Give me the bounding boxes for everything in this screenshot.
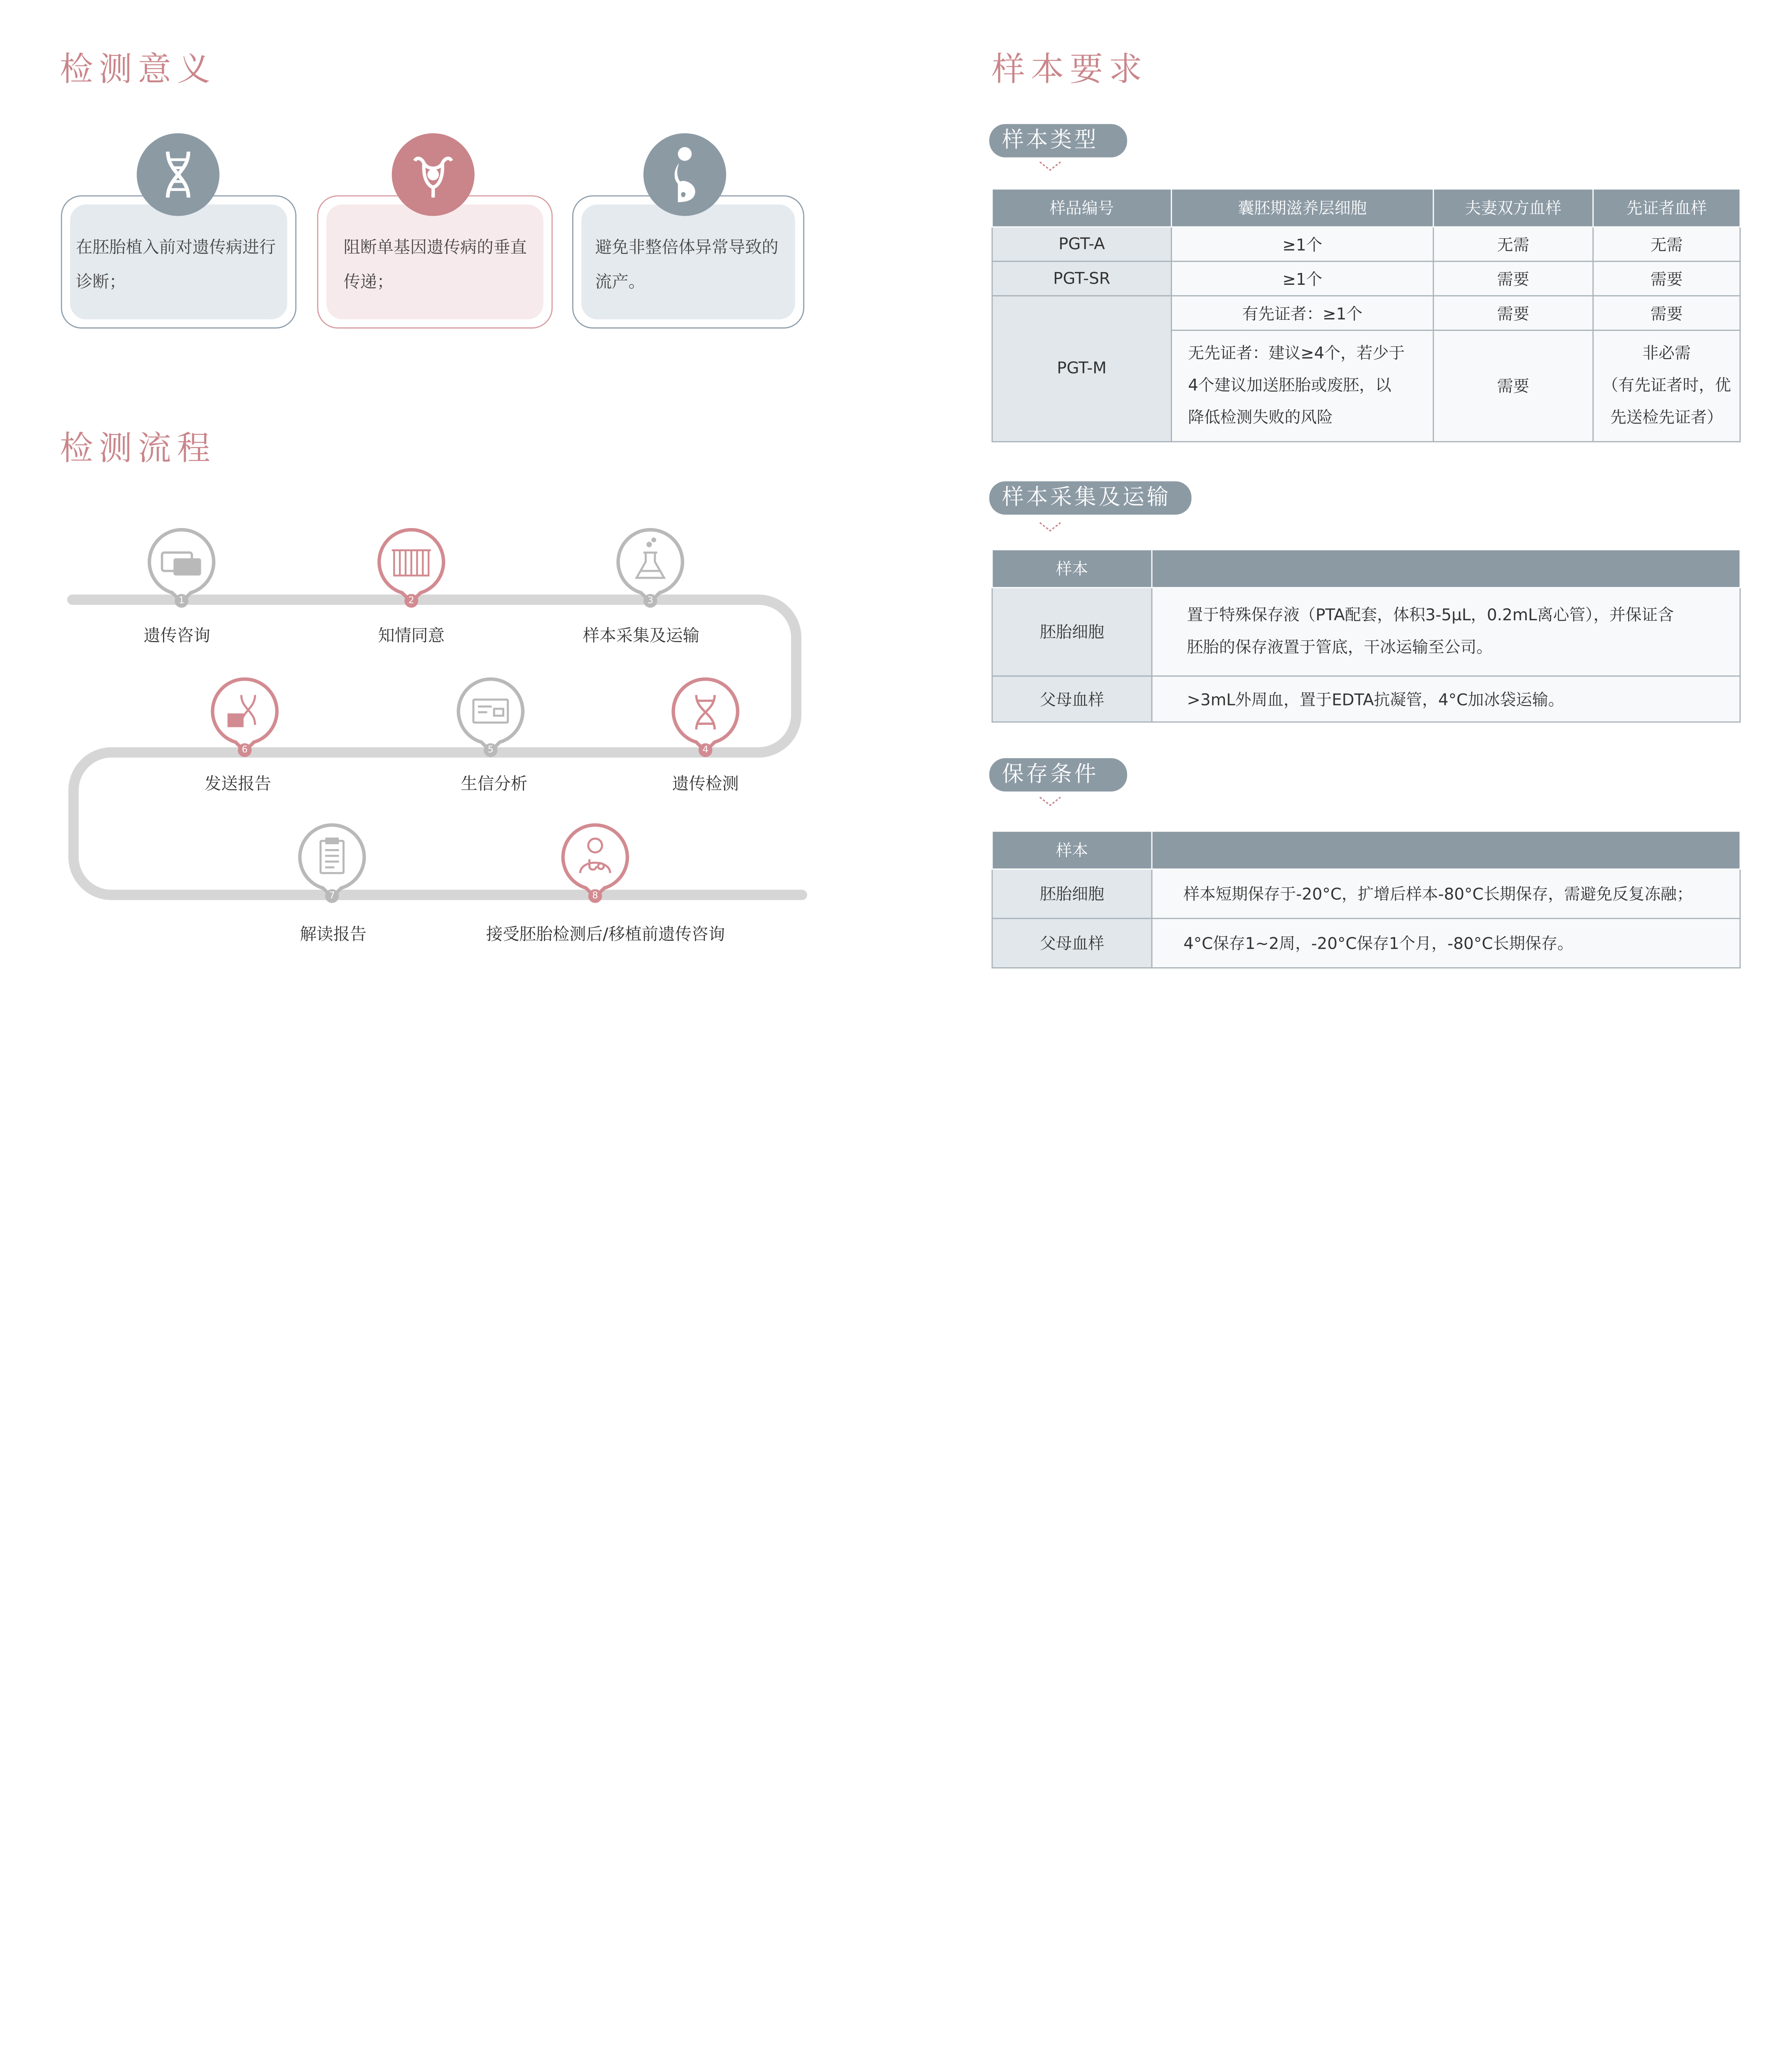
sample-type-table xyxy=(992,189,1741,442)
table-header-row xyxy=(992,831,1740,869)
table-cell: 父母血样 xyxy=(992,676,1152,722)
process-track xyxy=(0,0,873,1034)
table-cell: 需要 xyxy=(1593,261,1740,296)
requirements-title: 样本要求 xyxy=(991,49,1148,88)
process-step-1-pin xyxy=(148,530,215,605)
process-step-7-label: 解读报告 xyxy=(300,926,367,945)
table-row xyxy=(992,918,1740,968)
table-header-row xyxy=(992,549,1740,587)
table-cell: 无需 xyxy=(1433,227,1593,261)
chevron-down-icon xyxy=(1037,520,1063,532)
table-header-row xyxy=(992,189,1740,227)
storage-table xyxy=(992,831,1741,968)
process-step-3-label: 样本采集及运输 xyxy=(583,627,700,646)
table-cell: 胚胎细胞 xyxy=(992,869,1152,918)
process-step-5-label: 生信分析 xyxy=(461,775,528,794)
process-step-4-number: 4 xyxy=(699,743,712,757)
table-cell: 需要 xyxy=(1593,296,1740,331)
process-step-1-number: 1 xyxy=(175,594,188,608)
table-cell xyxy=(1171,330,1433,442)
table-cell: ≥1个 xyxy=(1171,261,1433,296)
process-title: 检测流程 xyxy=(60,428,216,468)
table-cell: ≥1个 xyxy=(1171,227,1433,261)
table-cell: 需要 xyxy=(1433,261,1593,296)
table-row xyxy=(992,676,1740,722)
table-header-cell xyxy=(1152,831,1740,869)
table-cell: 样本短期保存于-20°C，扩增后样本-80°C长期保存，需避免反复冻融； xyxy=(1152,869,1740,918)
process-step-6-label: 发送报告 xyxy=(204,775,271,794)
table-row xyxy=(992,588,1740,676)
table-row xyxy=(992,296,1740,331)
table-cell: PGT-M xyxy=(992,296,1171,442)
table-cell: 无需 xyxy=(1593,227,1740,261)
process-step-8-number: 8 xyxy=(588,889,602,903)
table-cell: 胚胎细胞 xyxy=(992,588,1152,676)
table-header-cell xyxy=(1152,549,1740,587)
significance-card-3-text: 避免非整倍体异常导致的流产。 xyxy=(595,239,778,292)
collection-tag: 样本采集及运输 xyxy=(989,481,1191,514)
significance-card-1-text: 在胚胎植入前对遗传病进行诊断； xyxy=(76,239,276,292)
table-row xyxy=(992,869,1740,918)
table-header-cell: 样本 xyxy=(992,549,1152,587)
process-step-1-label: 遗传咨询 xyxy=(143,627,210,646)
chevron-down-icon xyxy=(1037,160,1063,171)
process-step-2-label: 知情同意 xyxy=(378,627,445,646)
process-step-4-pin xyxy=(672,679,739,754)
process-step-5-number: 5 xyxy=(484,743,497,757)
table-cell-line: 先送检先证者） xyxy=(1610,409,1723,428)
significance-card-2-text: 阻断单基因遗传病的垂直传递； xyxy=(343,239,527,292)
table-cell-line: 非必需 xyxy=(1642,345,1691,363)
table-row xyxy=(992,261,1740,296)
process-step-5-pin xyxy=(457,679,524,754)
sample-type-tag: 样本类型 xyxy=(989,124,1127,157)
table-cell xyxy=(1593,330,1740,442)
process-step-7-pin xyxy=(299,825,366,901)
table-header-cell: 夫妻双方血样 xyxy=(1433,189,1593,227)
collection-table xyxy=(992,549,1741,722)
table-cell-line: 置于特殊保存液（PTA配套，体积3-5μL，0.2mL离心管），并保证含 xyxy=(1187,606,1674,625)
process-step-6-pin xyxy=(212,679,278,754)
process-step-4-label: 遗传检测 xyxy=(672,775,739,794)
process-step-3-number: 3 xyxy=(643,594,657,608)
table-cell-line: 无先证者：建议≥4个，若少于 xyxy=(1188,345,1405,363)
chevron-down-icon xyxy=(1037,795,1063,806)
process-step-6-number: 6 xyxy=(238,743,252,757)
table-cell xyxy=(1152,588,1740,676)
table-cell-line: 4个建议加送胚胎或废胚，以 xyxy=(1188,377,1391,396)
process-step-8-label: 接受胚胎检测后/移植前遗传咨询 xyxy=(486,926,725,945)
table-cell: 有先证者：≥1个 xyxy=(1171,296,1433,331)
table-cell: >3mL外周血，置于EDTA抗凝管，4°C加冰袋运输。 xyxy=(1152,676,1740,722)
table-cell-line: 胚胎的保存液置于管底，干冰运输至公司。 xyxy=(1187,638,1493,657)
table-header-cell: 囊胚期滋养层细胞 xyxy=(1171,189,1433,227)
table-cell: 4°C保存1~2周，-20°C保存1个月，-80°C长期保存。 xyxy=(1152,918,1740,968)
process-step-2-number: 2 xyxy=(404,594,418,608)
process-step-8-pin xyxy=(562,825,629,901)
table-cell: PGT-SR xyxy=(992,261,1171,296)
table-cell: 需要 xyxy=(1433,330,1593,442)
table-cell-line: 降低检测失败的风险 xyxy=(1188,409,1333,428)
table-cell: 父母血样 xyxy=(992,918,1152,968)
table-row xyxy=(992,227,1740,261)
process-step-2-pin xyxy=(378,530,445,605)
table-header-cell: 样品编号 xyxy=(992,189,1171,227)
process-step-7-number: 7 xyxy=(325,889,339,903)
table-cell-line: （有先证者时，优 xyxy=(1602,377,1731,396)
table-cell: 需要 xyxy=(1433,296,1593,331)
significance-title: 检测意义 xyxy=(60,49,216,88)
table-cell: PGT-A xyxy=(992,227,1171,261)
table-header-cell: 样本 xyxy=(992,831,1152,869)
storage-tag: 保存条件 xyxy=(989,758,1127,792)
process-step-3-pin xyxy=(617,530,684,605)
table-header-cell: 先证者血样 xyxy=(1593,189,1740,227)
